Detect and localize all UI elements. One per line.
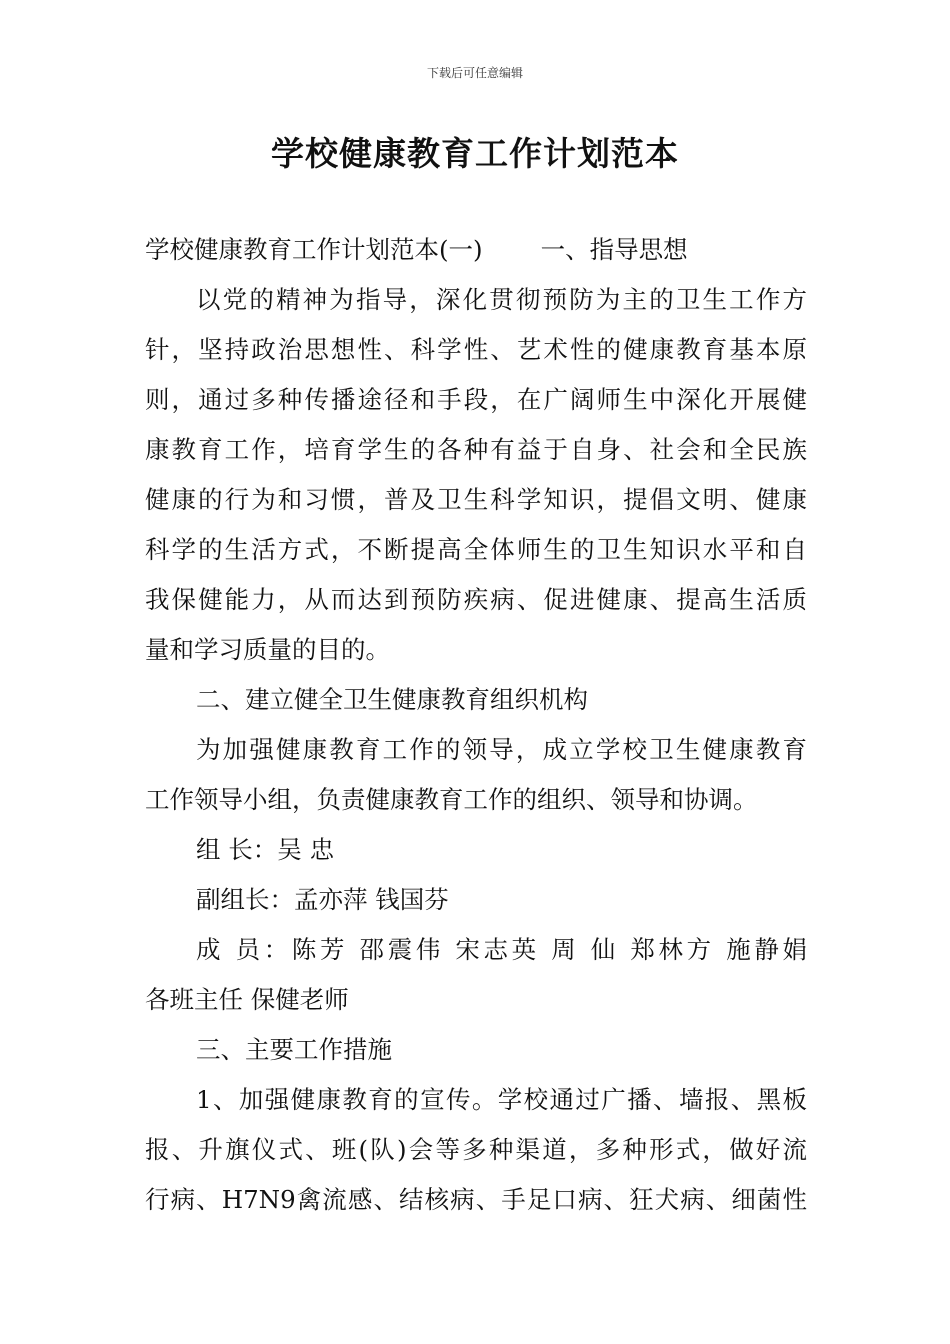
paragraph-line: 为加强健康教育工作的领导，成立学校卫生健康教育 [196, 735, 807, 764]
group-leader-line: 组 长：吴 忠 [196, 835, 335, 864]
paragraph-line: 健康的行为和习惯，普及卫生科学知识，提倡文明、健康 [145, 485, 807, 514]
section-heading: 三、主要工作措施 [196, 1035, 392, 1064]
paragraph-line: 针，坚持政治思想性、科学性、艺术性的健康教育基本原 [145, 335, 807, 364]
header-note: 下载后可任意编辑 [426, 66, 523, 80]
members-line-continued: 各班主任 保健老师 [145, 985, 349, 1014]
document-title: 学校健康教育工作计划范本 [271, 134, 679, 173]
paragraph-line: 报、升旗仪式、班(队)会等多种渠道，多种形式，做好流 [145, 1135, 807, 1164]
section-heading: 二、建立健全卫生健康教育组织机构 [196, 685, 588, 714]
paragraph-line: 量和学习质量的目的。 [145, 635, 390, 664]
document-body [145, 225, 807, 1225]
paragraph-line: 我保健能力，从而达到预防疾病、促进健康、提高生活质 [145, 585, 807, 614]
paragraph-line: 以党的精神为指导，深化贯彻预防为主的卫生工作方 [196, 285, 807, 314]
paragraph-line [145, 225, 807, 275]
paragraph-line: 工作领导小组，负责健康教育工作的组织、领导和协调。 [145, 785, 758, 814]
paragraph-line: 1、加强健康教育的宣传。学校通过广播、墙报、黑板 [196, 1085, 807, 1114]
subtitle-text: 学校健康教育工作计划范本(一) [145, 235, 483, 264]
deputy-leader-line: 副组长：孟亦萍 钱国芬 [196, 885, 449, 914]
paragraph-line: 康教育工作，培育学生的各种有益于自身、社会和全民族 [145, 435, 807, 464]
section-heading: 一、指导思想 [540, 235, 688, 264]
paragraph-line: 行病、H7N9禽流感、结核病、手足口病、狂犬病、细菌性 [145, 1185, 807, 1214]
paragraph-line: 则，通过多种传播途径和手段，在广阔师生中深化开展健 [145, 385, 807, 414]
members-line: 成 员：陈芳 邵震伟 宋志英 周 仙 郑林方 施静娟 [196, 935, 807, 964]
paragraph-line: 科学的生活方式，不断提高全体师生的卫生知识水平和自 [145, 535, 807, 564]
